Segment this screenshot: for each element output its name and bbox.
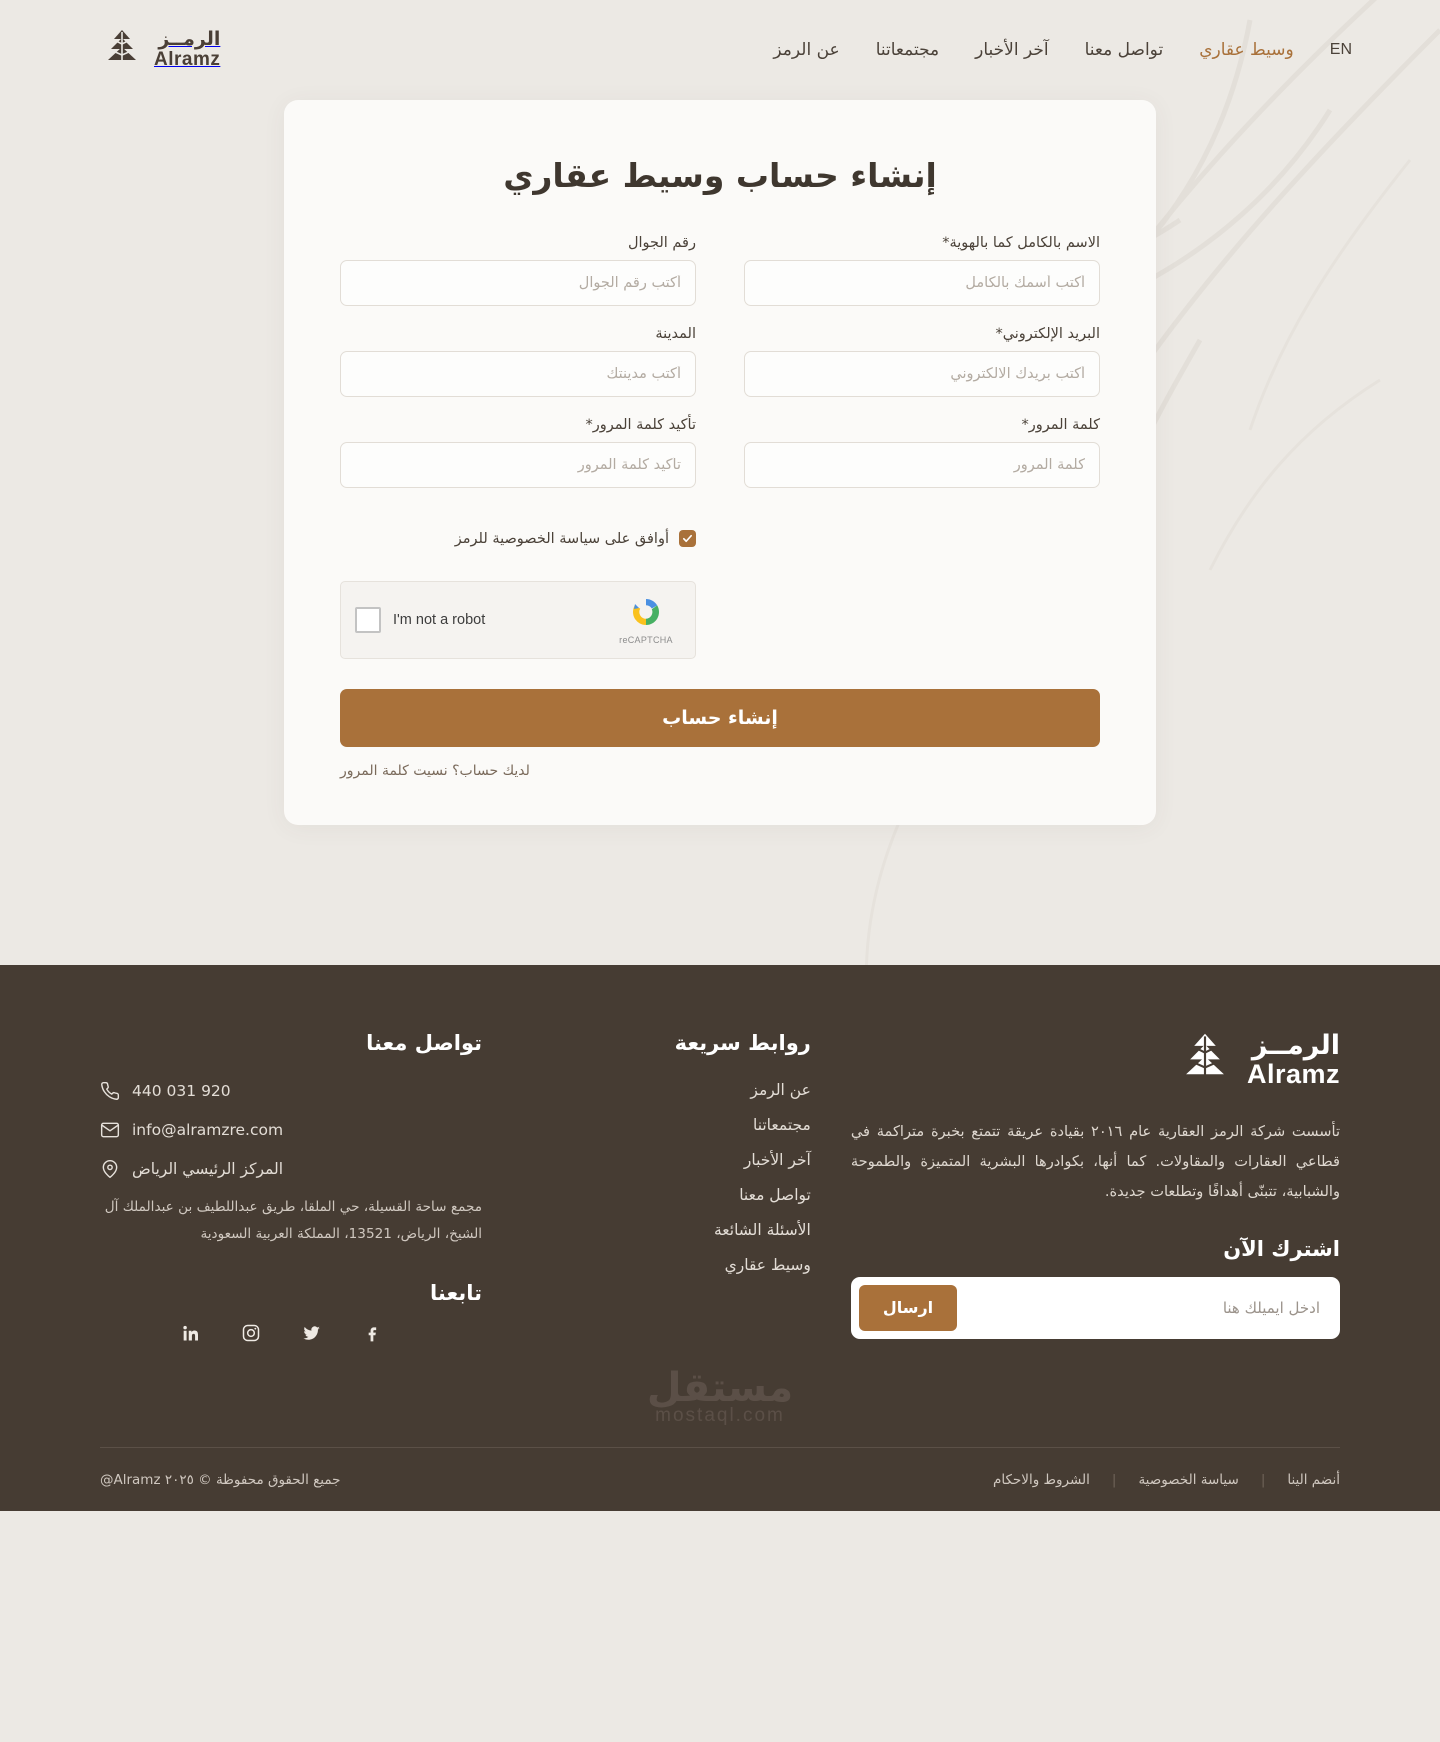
label-full-name: الاسم بالكامل كما بالهوية* [942, 235, 1100, 251]
logo-text-en: Alramz [154, 49, 221, 70]
recaptcha-logo [611, 595, 681, 645]
confirm-password-field[interactable] [340, 442, 696, 488]
location-pin-icon [100, 1159, 120, 1179]
login-forgot-link[interactable]: لديك حساب؟ نسيت كلمة المرور [340, 763, 530, 779]
mostaql-watermark [100, 1343, 1340, 1437]
quick-link-faq[interactable]: الأسئلة الشائعة [713, 1221, 811, 1239]
page-title: إنشاء حساب وسيط عقاري [503, 156, 937, 195]
password-field[interactable] [744, 442, 1100, 488]
quick-link-news[interactable]: آخر الأخبار [743, 1151, 811, 1169]
watermark-en: mostaql.com [655, 1405, 785, 1426]
footer-quick-links-column [522, 1031, 811, 1343]
nav-item-communities[interactable]: مجتمعاتنا [875, 40, 940, 60]
divider: | [1260, 1471, 1266, 1488]
footer-bottom-links [993, 1472, 1340, 1488]
city-field[interactable] [340, 351, 696, 397]
quick-link-broker[interactable]: وسيط عقاري [724, 1256, 811, 1274]
subscribe-email-input[interactable] [965, 1285, 1332, 1331]
logo-text [154, 30, 220, 70]
field-email [744, 326, 1100, 397]
field-password [744, 417, 1100, 488]
quick-link-about[interactable]: عن الرمز [750, 1081, 811, 1099]
mail-icon [100, 1120, 120, 1140]
label-city: المدينة [655, 326, 696, 342]
contact-phone[interactable] [100, 1081, 482, 1101]
signup-page [0, 100, 1440, 965]
footer-logo-text [1246, 1029, 1340, 1089]
divider: | [1111, 1471, 1117, 1488]
instagram-icon[interactable] [241, 1323, 261, 1343]
label-confirm-password: تأكيد كلمة المرور* [585, 417, 696, 433]
subscribe-title: اشترك الآن [1223, 1236, 1340, 1261]
watermark-ar: مستقل [646, 1365, 794, 1411]
create-account-button[interactable]: إنشاء حساب [340, 689, 1100, 747]
tree-logo-icon [1175, 1031, 1235, 1089]
quick-link-contact[interactable]: تواصل معنا [739, 1186, 811, 1204]
phone-field[interactable] [340, 260, 696, 306]
follow-title: تابعنا [430, 1281, 483, 1305]
nav-item-news[interactable]: آخر الأخبار [975, 40, 1049, 60]
recaptcha-brand: reCAPTCHA [619, 635, 673, 645]
field-confirm-password [340, 417, 696, 488]
contact-email[interactable] [100, 1120, 482, 1140]
recaptcha-widget[interactable] [340, 581, 696, 659]
label-email: البريد الإلكتروني* [995, 326, 1100, 342]
field-phone [340, 235, 696, 306]
full-name-field[interactable] [744, 260, 1100, 306]
tree-logo-icon [100, 28, 144, 72]
quick-links-title: روابط سريعة [674, 1031, 811, 1055]
copyright-text: جميع الحقوق محفوظة © ٢٠٢٥ Alramz@ [100, 1471, 341, 1488]
privacy-policy-link[interactable]: سياسة الخصوصية [1138, 1471, 1239, 1488]
signup-form [340, 235, 1100, 659]
recaptcha-box[interactable] [340, 581, 696, 659]
phone-icon [100, 1081, 120, 1101]
join-us-link[interactable]: أنضم الينا [1287, 1471, 1340, 1488]
footer-bottom [100, 1447, 1340, 1511]
footer-logo-en: Alramz [1246, 1059, 1340, 1089]
site-header [0, 0, 1440, 100]
contact-title: تواصل معنا [366, 1031, 483, 1055]
main-nav [773, 40, 1352, 60]
linkedin-icon[interactable] [181, 1323, 201, 1343]
contact-office-value: المركز الرئيسي الرياض [132, 1160, 284, 1178]
checkmark-icon[interactable] [679, 530, 696, 547]
contact-phone-value: 920 031 440 [132, 1082, 231, 1100]
nav-item-contact[interactable]: تواصل معنا [1084, 40, 1164, 60]
footer-contact-column [100, 1031, 482, 1343]
quick-link-communities[interactable]: مجتمعاتنا [752, 1116, 811, 1134]
social-links [100, 1323, 482, 1343]
email-field[interactable] [744, 351, 1100, 397]
nav-item-lang[interactable]: EN [1329, 41, 1352, 58]
footer-brand-column [851, 1031, 1340, 1343]
contact-email-value: info@alramzre.com [132, 1121, 284, 1139]
nav-item-about[interactable]: عن الرمز [773, 40, 840, 60]
facebook-icon[interactable] [362, 1323, 382, 1343]
label-phone: رقم الجوال [627, 235, 696, 251]
footer-logo[interactable] [851, 1031, 1340, 1089]
signup-card [284, 100, 1156, 825]
subscribe-form [851, 1277, 1340, 1339]
nav-item-broker[interactable]: وسيط عقاري [1199, 40, 1294, 60]
field-city [340, 326, 696, 397]
logo-text-ar: الرمــز [158, 28, 221, 51]
subscribe-button[interactable]: ارسال [859, 1285, 957, 1331]
contact-address: مجمع ساحة القسيلة، حي الملقا، طريق عبداللطيف بن عبدالملك آل الشيخ، الرياض، 13521، المملكة العربية السعودية [104, 1199, 483, 1242]
label-password: كلمة المرور* [1021, 417, 1100, 433]
contact-office [100, 1159, 482, 1179]
footer-about-text: تأسست شركة الرمز العقارية عام ٢٠١٦ بقيادة عريقة تتمتع بخبرة متراكمة في قطاعي العقارات والمقاولات. كما أنها، بكوادرها البشرية المتميزة والطموحة والشبابية، تتبنّى أهدافًا وتطلعات جديدة. [850, 1123, 1341, 1200]
privacy-agree-row[interactable] [340, 530, 696, 547]
twitter-icon[interactable] [301, 1323, 322, 1343]
site-logo[interactable] [100, 28, 220, 72]
quick-links-list [522, 1081, 811, 1274]
footer-top [100, 1031, 1340, 1343]
terms-link[interactable]: الشروط والاحكام [992, 1471, 1090, 1488]
recaptcha-checkbox[interactable] [355, 607, 381, 633]
footer-logo-ar: الرمــز [1251, 1029, 1340, 1061]
privacy-agree-label: أوافق على سياسة الخصوصية للرمز [454, 530, 669, 547]
login-forgot-links[interactable] [340, 763, 1100, 779]
recaptcha-label: I'm not a robot [393, 612, 486, 628]
site-footer [0, 965, 1440, 1511]
field-full-name [744, 235, 1100, 306]
